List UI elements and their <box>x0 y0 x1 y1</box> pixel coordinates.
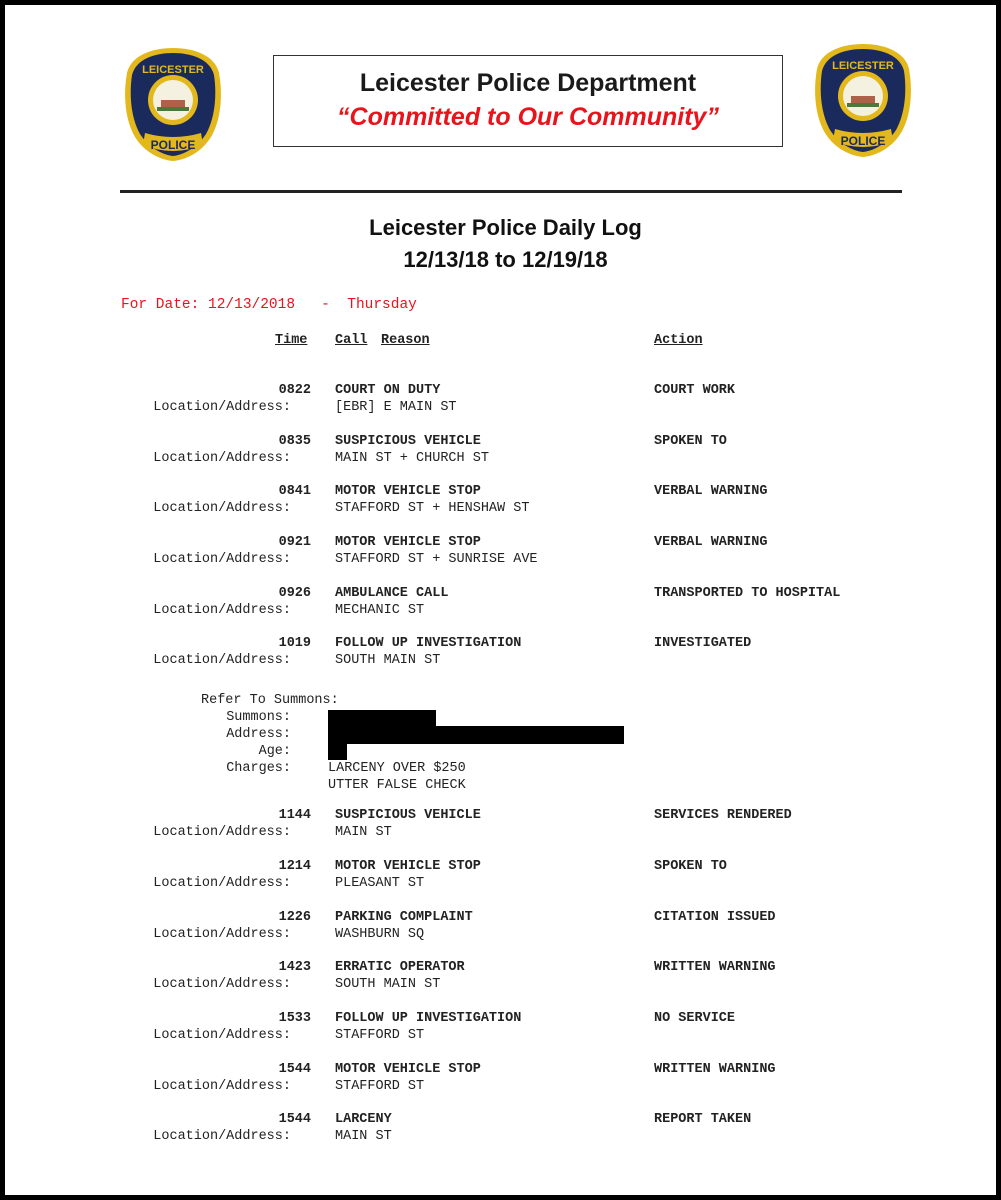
entry-action: REPORT TAKEN <box>654 1112 752 1128</box>
column-header-time: Time <box>275 333 308 348</box>
entry-call-reason: PARKING COMPLAINT <box>335 909 473 925</box>
log-entry <box>5 636 1001 687</box>
entry-action: WRITTEN WARNING <box>654 960 776 976</box>
column-header-action: Action <box>654 333 703 348</box>
entry-location-label: Location/Address: <box>153 602 291 618</box>
entry-call-reason: SUSPICIOUS VEHICLE <box>335 433 481 449</box>
entry-time: 1533 <box>278 1010 311 1026</box>
log-entry <box>5 859 1001 910</box>
entry-location: WASHBURN SQ <box>335 926 425 942</box>
redacted-address <box>328 726 624 744</box>
entry-action: INVESTIGATED <box>654 636 752 652</box>
entry-location: PLEASANT ST <box>335 875 425 891</box>
entry-time: 1144 <box>278 808 311 824</box>
svg-text:LEICESTER: LEICESTER <box>832 60 894 72</box>
entry-call-reason: SUSPICIOUS VEHICLE <box>335 808 481 824</box>
svg-text:POLICE: POLICE <box>840 134 886 148</box>
entry-location: MECHANIC ST <box>335 602 425 618</box>
entry-time: 1544 <box>278 1061 311 1077</box>
entry-location-label: Location/Address: <box>153 977 291 993</box>
svg-text:LEICESTER: LEICESTER <box>142 64 204 76</box>
entry-location-label: Location/Address: <box>153 400 291 415</box>
log-entry <box>5 535 1001 586</box>
entry-location-label: Location/Address: <box>153 1027 291 1043</box>
header-divider <box>120 190 902 193</box>
entry-action: SERVICES RENDERED <box>654 808 792 824</box>
title-box <box>273 55 783 147</box>
entry-location: STAFFORD ST <box>335 1078 425 1094</box>
entry-time: 0822 <box>278 383 311 398</box>
entry-location-label: Location/Address: <box>153 926 291 942</box>
police-badge-icon <box>123 45 223 163</box>
summons-label: Summons: <box>226 710 291 726</box>
department-motto: “Committed to Our Community” <box>337 103 719 131</box>
column-header-call: Call <box>335 333 368 348</box>
summons-charges-label: Charges: <box>226 761 291 777</box>
entry-action: VERBAL WARNING <box>654 535 768 551</box>
entry-action: WRITTEN WARNING <box>654 1061 776 1077</box>
entry-location: [EBR] E MAIN ST <box>335 400 457 415</box>
entry-time: 0841 <box>278 484 311 500</box>
column-header-reason: Reason <box>381 333 430 348</box>
police-badge-icon <box>813 41 913 159</box>
entry-location: STAFFORD ST + SUNRISE AVE <box>335 552 538 568</box>
entry-call-reason: ERRATIC OPERATOR <box>335 960 465 976</box>
log-entry <box>5 1062 1001 1113</box>
entry-call-reason: MOTOR VEHICLE STOP <box>335 1061 481 1077</box>
entry-location-label: Location/Address: <box>153 450 291 466</box>
entry-time: 0926 <box>278 585 311 601</box>
entry-time: 0921 <box>278 535 311 551</box>
police-badge-right <box>813 41 913 159</box>
log-entry <box>5 1011 1001 1062</box>
summons-address-label: Address: <box>226 727 291 743</box>
entry-time: 1214 <box>278 858 311 874</box>
log-entry <box>5 434 1001 485</box>
entry-action: TRANSPORTED TO HOSPITAL <box>654 585 841 601</box>
entry-location: MAIN ST + CHURCH ST <box>335 450 489 466</box>
log-entry <box>5 1112 1001 1163</box>
charge-item: LARCENY OVER $250 <box>328 761 466 777</box>
for-date-line: For Date: 12/13/2018 - Thursday <box>121 297 417 313</box>
entry-time: 1423 <box>278 960 311 976</box>
log-date-range: 12/13/18 to 12/19/18 <box>403 247 608 272</box>
log-title: Leicester Police Daily Log <box>369 215 642 240</box>
log-entry <box>5 910 1001 961</box>
entry-time: 0835 <box>278 433 311 449</box>
entry-location: SOUTH MAIN ST <box>335 977 441 993</box>
entry-location: STAFFORD ST + HENSHAW ST <box>335 501 530 517</box>
entry-location-label: Location/Address: <box>153 1078 291 1094</box>
charge-item: UTTER FALSE CHECK <box>328 778 466 794</box>
svg-text:POLICE: POLICE <box>150 138 196 152</box>
log-entry <box>5 383 1001 434</box>
summons-heading: Refer To Summons: <box>201 693 339 709</box>
entry-call-reason: MOTOR VEHICLE STOP <box>335 535 481 551</box>
entry-call-reason: LARCENY <box>335 1112 392 1128</box>
entry-action: CITATION ISSUED <box>654 909 776 925</box>
entry-action: VERBAL WARNING <box>654 484 768 500</box>
entry-location-label: Location/Address: <box>153 653 291 669</box>
entry-location-label: Location/Address: <box>153 501 291 517</box>
entries-before-summons <box>5 383 1001 687</box>
entry-location: SOUTH MAIN ST <box>335 653 441 669</box>
log-entry <box>5 960 1001 1011</box>
log-entry <box>5 808 1001 859</box>
log-entry <box>5 484 1001 535</box>
entry-call-reason: MOTOR VEHICLE STOP <box>335 858 481 874</box>
redacted-age <box>328 743 347 760</box>
entry-action: SPOKEN TO <box>654 433 727 449</box>
entry-location: STAFFORD ST <box>335 1027 425 1043</box>
entry-action: NO SERVICE <box>654 1010 736 1026</box>
summons-block <box>5 687 1001 808</box>
entry-action: COURT WORK <box>654 383 736 398</box>
log-entry <box>5 586 1001 637</box>
entry-call-reason: FOLLOW UP INVESTIGATION <box>335 636 522 652</box>
entry-location-label: Location/Address: <box>153 875 291 891</box>
entry-location-label: Location/Address: <box>153 825 291 841</box>
entry-location-label: Location/Address: <box>153 552 291 568</box>
department-name: Leicester Police Department <box>359 69 697 97</box>
entry-time: 1226 <box>278 909 311 925</box>
entry-time: 1019 <box>278 636 311 652</box>
entry-time: 1544 <box>278 1112 311 1128</box>
entry-call-reason: MOTOR VEHICLE STOP <box>335 484 481 500</box>
entry-location-label: Location/Address: <box>153 1129 291 1145</box>
entry-call-reason: FOLLOW UP INVESTIGATION <box>335 1010 522 1026</box>
police-badge-left <box>123 45 223 163</box>
entry-call-reason: COURT ON DUTY <box>335 383 441 398</box>
entry-action: SPOKEN TO <box>654 858 727 874</box>
entry-location: MAIN ST <box>335 825 392 841</box>
log-entries <box>5 383 1001 1163</box>
summons-age-label: Age: <box>258 744 291 760</box>
entry-location: MAIN ST <box>335 1129 392 1145</box>
entries-after-summons <box>5 808 1001 1163</box>
entry-call-reason: AMBULANCE CALL <box>335 585 449 601</box>
